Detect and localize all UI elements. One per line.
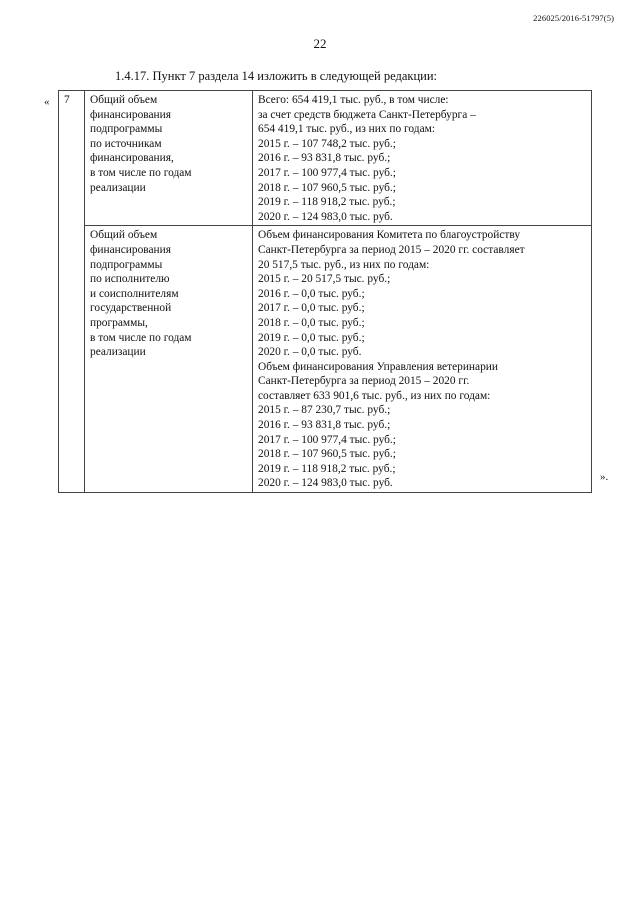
page-number: 22: [313, 36, 327, 51]
value-line: 2019 г. – 0,0 тыс. руб.;: [258, 331, 365, 344]
value-line: 2015 г. – 107 748,2 тыс. руб.;: [258, 137, 396, 150]
label-line: Общий объем: [90, 94, 158, 106]
table-row-financing-by-source: [59, 91, 592, 226]
value-line: 2020 г. – 0,0 тыс. руб.: [258, 346, 362, 359]
value-line: 2017 г. – 100 977,4 тыс. руб.;: [258, 433, 396, 446]
label-line: финансирования: [90, 108, 171, 121]
value-line: 2018 г. – 107 960,5 тыс. руб.;: [258, 448, 396, 461]
value-line: 654 419,1 тыс. руб., из них по годам:: [258, 123, 436, 136]
label-line: финансирования: [90, 243, 171, 256]
value-line: 2016 г. – 0,0 тыс. руб.;: [258, 287, 365, 300]
label-line: в том числе по годам: [90, 331, 192, 344]
label-cell-by-source: [85, 91, 253, 226]
value-line: 2020 г. – 124 983,0 тыс. руб.: [258, 210, 393, 223]
row-number-cell: [59, 91, 85, 493]
label-line: и соисполнителям: [90, 287, 179, 300]
value-line: Санкт-Петербурга за период 2015 – 2020 гг. составляет: [258, 243, 525, 256]
label-line: финансирования,: [90, 152, 174, 165]
value-line: 20 517,5 тыс. руб., из них по годам:: [258, 258, 430, 271]
section-heading: 1.4.17. Пункт 7 раздела 14 изложить в следующей редакции:: [115, 69, 437, 83]
label-line: подпрограммы: [90, 123, 163, 136]
value-line: Всего: 654 419,1 тыс. руб., в том числе:: [258, 94, 449, 106]
value-line: 2019 г. – 118 918,2 тыс. руб.;: [258, 196, 396, 209]
value-line: 2017 г. – 100 977,4 тыс. руб.;: [258, 166, 396, 179]
value-line: 2020 г. – 124 983,0 тыс. руб.: [258, 477, 393, 490]
label-line: в том числе по годам: [90, 166, 192, 179]
value-cell-by-executor: [253, 226, 592, 493]
value-line: составляет 633 901,6 тыс. руб., из них по годам:: [258, 389, 491, 402]
value-line: Санкт-Петербурга за период 2015 – 2020 гг.: [258, 375, 470, 388]
value-line: 2016 г. – 93 831,8 тыс. руб.;: [258, 152, 391, 165]
row-number: 7: [64, 94, 70, 106]
value-line: за счет средств бюджета Санкт-Петербурга –: [258, 108, 476, 121]
financing-table: [58, 90, 592, 493]
label-line: Общий объем: [90, 229, 158, 242]
opening-quote-mark: «: [44, 96, 50, 108]
value-line: 2015 г. – 20 517,5 тыс. руб.;: [258, 273, 391, 286]
document-number: 226025/2016-51797(5): [533, 13, 614, 23]
label-line: по исполнителю: [90, 273, 170, 286]
label-line: программы,: [90, 316, 148, 329]
label-line: подпрограммы: [90, 258, 163, 271]
label-cell-by-executor: [85, 226, 253, 493]
label-line: реализации: [90, 181, 146, 194]
label-line: по источникам: [90, 137, 162, 150]
table-row-financing-by-executor: [59, 226, 592, 493]
value-line: Объем финансирования Комитета по благоустройству: [258, 229, 521, 242]
closing-quote-mark: ».: [600, 471, 609, 483]
value-line: 2019 г. – 118 918,2 тыс. руб.;: [258, 462, 396, 475]
value-line: 2018 г. – 107 960,5 тыс. руб.;: [258, 181, 396, 194]
value-line: 2018 г. – 0,0 тыс. руб.;: [258, 316, 365, 329]
value-line: 2017 г. – 0,0 тыс. руб.;: [258, 302, 365, 315]
value-line: Объем финансирования Управления ветеринарии: [258, 360, 498, 373]
value-cell-by-source: [253, 91, 592, 226]
value-line: 2016 г. – 93 831,8 тыс. руб.;: [258, 419, 391, 432]
label-line: государственной: [90, 302, 172, 315]
value-line: 2015 г. – 87 230,7 тыс. руб.;: [258, 404, 391, 417]
label-line: реализации: [90, 346, 146, 359]
